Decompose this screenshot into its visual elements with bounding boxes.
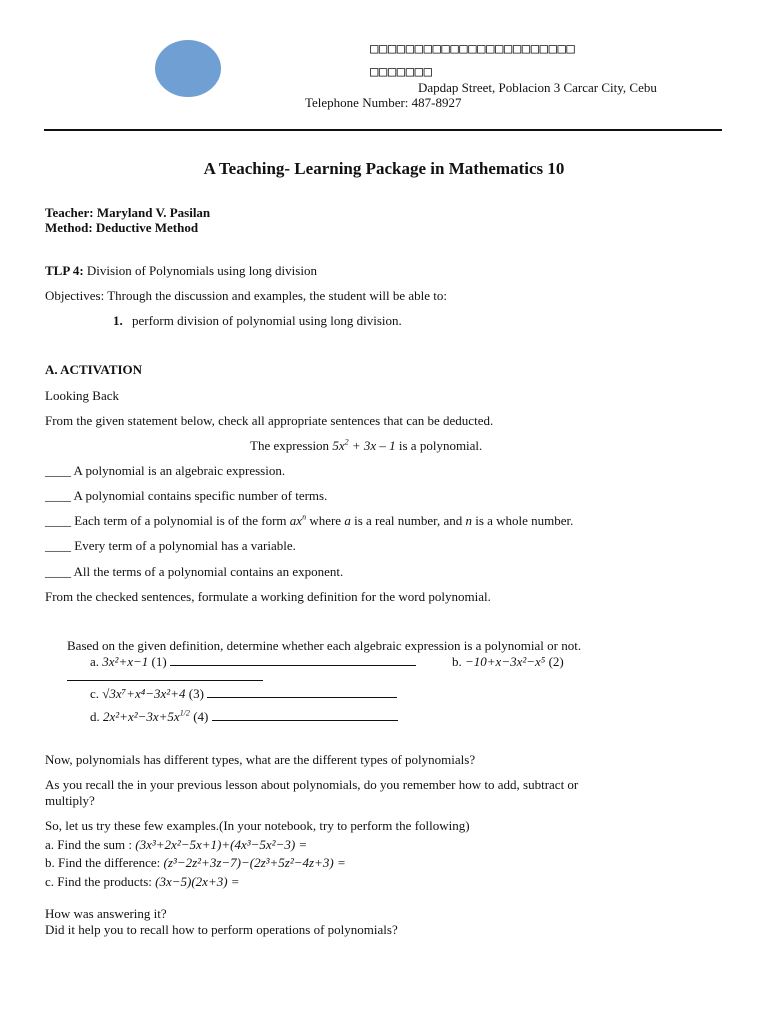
answer-blank[interactable] — [212, 710, 398, 721]
sentence-text: Each term of a polynomial is of the form — [71, 513, 290, 528]
sentence-text: is a whole number. — [471, 513, 574, 528]
sentence-text: is a real number, and — [350, 513, 466, 528]
example-product — [45, 874, 240, 890]
sentence-text: where — [306, 513, 345, 528]
check-sentence-5 — [45, 564, 343, 580]
variable-n: n — [465, 513, 472, 528]
examples-intro: So, let us try these few examples.(In your notebook, try to perform the following) — [45, 818, 470, 833]
sentence-text: A polynomial contains specific number of terms. — [71, 488, 328, 503]
activation-heading: A. ACTIVATION — [45, 362, 143, 377]
example-expression: (3x−5)(2x+3) = — [155, 874, 240, 889]
school-name-line2: □□□□□□□ — [370, 64, 433, 80]
tlp-text: Division of Polynomials using long division — [83, 263, 317, 278]
school-address: Dapdap Street, Poblacion 3 Carcar City, Cebu — [418, 80, 657, 95]
looking-back-label: Looking Back — [45, 388, 120, 403]
term-form: ax — [289, 513, 303, 528]
variable-a: a — [344, 513, 351, 528]
example-expression: (3x³+2x²−5x+1)+(4x³−5x²−3) = — [135, 837, 308, 852]
formulate-instruction: From the checked sentences, formulate a working definition for the word polynomial. — [45, 589, 491, 604]
header-divider — [44, 129, 722, 131]
tlp-label: TLP 4: — [45, 263, 84, 278]
example-label: c. Find the products: — [45, 874, 156, 889]
check-blank[interactable]: ____ — [45, 564, 71, 579]
item-number: (2) — [548, 654, 564, 669]
closing-question-2: Did it help you to recall how to perform operations of polynomials? — [45, 922, 398, 937]
statement-prefix: The expression — [250, 438, 333, 453]
closing-question-1: How was answering it? — [45, 906, 167, 921]
answer-blank[interactable] — [207, 687, 397, 698]
check-sentence-2 — [45, 488, 327, 504]
statement-suffix: is a polynomial. — [395, 438, 483, 453]
teacher-name: Teacher: Maryland V. Pasilan — [45, 205, 211, 220]
check-sentence-4 — [45, 538, 296, 554]
objective-item-number: 1. — [113, 313, 123, 328]
check-blank[interactable]: ____ — [45, 538, 71, 553]
expr-exponent: 2 — [344, 437, 349, 447]
school-name — [370, 38, 575, 84]
check-sentence-3 — [45, 513, 573, 529]
exercise-intro: Based on the given definition, determine whether each algebraic expression is a polynomial or not. — [67, 638, 582, 653]
tlp-line — [45, 263, 317, 279]
exercise-item-b — [452, 654, 564, 670]
term-exponent: n — [302, 512, 307, 522]
check-blank[interactable]: ____ — [45, 463, 71, 478]
item-label: d. — [90, 709, 100, 724]
sentence-text: All the terms of a polynomial contains an exponent. — [71, 564, 344, 579]
page-title: A Teaching- Learning Package in Mathematics 10 — [203, 159, 565, 178]
example-label: b. Find the difference: — [45, 855, 164, 870]
check-blank[interactable]: ____ — [45, 513, 71, 528]
objective-item-1 — [113, 313, 402, 329]
recall-line-2: multiply? — [45, 793, 95, 808]
sentence-text: A polynomial is an algebraic expression. — [71, 463, 286, 478]
example-sum — [45, 837, 307, 853]
given-statement — [250, 438, 482, 454]
item-number: (4) — [193, 709, 209, 724]
objectives-intro: Objectives: Through the discussion and examples, the student will be able to: — [45, 288, 447, 303]
school-seal-icon — [155, 40, 221, 97]
item-exponent: 1/2 — [179, 708, 190, 718]
sentence-text: Every term of a polynomial has a variable. — [71, 538, 296, 553]
example-label: a. Find the sum : — [45, 837, 136, 852]
item-number: (1) — [151, 654, 167, 669]
item-label: b. — [452, 654, 462, 669]
objective-item-text: perform division of polynomial using long division. — [132, 313, 402, 328]
answer-blank[interactable] — [67, 670, 263, 681]
statement-expression — [332, 438, 395, 453]
answer-blank[interactable] — [170, 655, 416, 666]
item-expression: −10+x−3x²−x⁵ — [465, 654, 546, 669]
item-expression: 2x²+x²−3x+5x — [103, 709, 180, 724]
exercise-item-d — [90, 709, 398, 725]
item-number: (3) — [188, 686, 204, 701]
item-label: c. — [90, 686, 100, 701]
item-expression: 3x²+x−1 — [102, 654, 149, 669]
expr-part: + 3x – 1 — [348, 438, 396, 453]
types-question: Now, polynomials has different types, what are the different types of polynomials? — [45, 752, 476, 767]
school-name-line1: □□□□□□□□□□□□□□□□□□□□□□□ — [370, 41, 576, 57]
item-label: a. — [90, 654, 100, 669]
example-expression: (z³−2z²+3z−7)−(2z³+5z²−4z+3) = — [163, 855, 346, 870]
item-expression: √3x⁷+x⁴−3x²+4 — [102, 686, 186, 701]
activation-instruction: From the given statement below, check all appropriate sentences that can be deducted. — [45, 413, 494, 428]
expr-part: 5x — [332, 438, 345, 453]
exercise-item-c — [90, 686, 397, 702]
teaching-method: Method: Deductive Method — [45, 220, 199, 235]
exercise-item-a — [90, 654, 416, 670]
school-telephone: Telephone Number: 487-8927 — [305, 95, 462, 110]
recall-line-1: As you recall the in your previous lesson about polynomials, do you remember how to add, subtract or — [45, 777, 579, 792]
example-difference — [45, 855, 346, 871]
check-blank[interactable]: ____ — [45, 488, 71, 503]
check-sentence-1 — [45, 463, 285, 479]
